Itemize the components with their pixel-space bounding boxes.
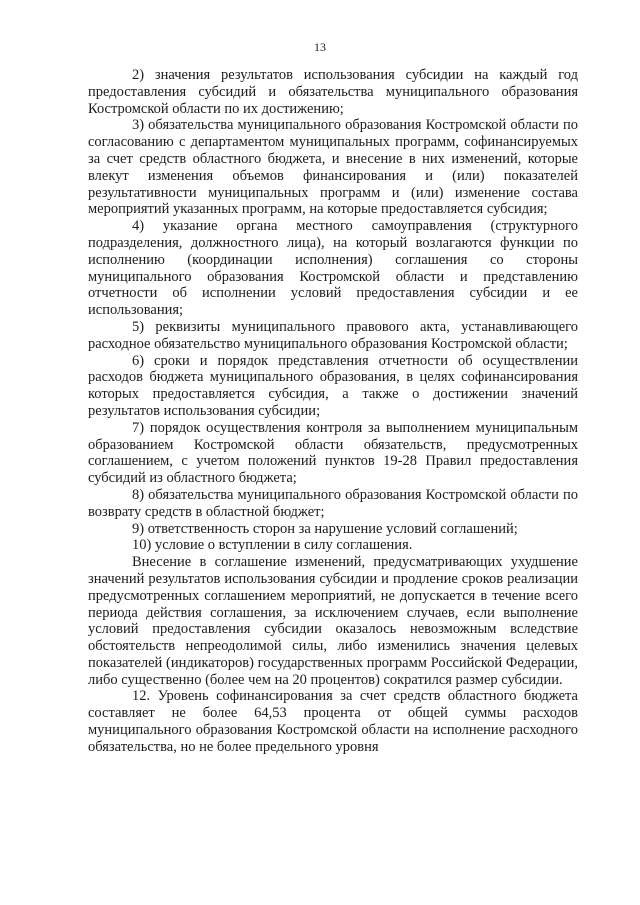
paragraph-item-4: 4) указание органа местного самоуправления (структурного подразделения, должностного лица), на который возлагаются функции по исполнению (координации исполнения) соглашения со стороны муниципального образования Костромской области и представлению отчетности об исполнении условий предоставления субсидии и ее использования; (88, 218, 578, 319)
paragraph-item-3: 3) обязательства муниципального образования Костромской области по согласованию с департаментом муниципальных программ, софинансируемых за счет средств областного бюджета, и внесение в них изменений, которые влекут изменения объемов финансирования и (или) показателей результативности муниципальных программ и (или) изменение состава мероприятий указанных программ, на которые предоставляется субсидия; (88, 117, 578, 218)
paragraph-item-5: 5) реквизиты муниципального правового акта, устанавливающего расходное обязательство муниципального образования Костромской области; (88, 318, 578, 352)
page-number: 13 (314, 40, 326, 54)
paragraph-item-6: 6) сроки и порядок представления отчетности об осуществлении расходов бюджета муниципального образования, в целях софинансирования которых предоставляется субсидия, а также о достижении значений результатов использования субсидии; (88, 352, 578, 419)
paragraph-item-7: 7) порядок осуществления контроля за выполнением муниципальным образованием Костромской области обязательств, предусмотренных соглашением, с учетом положений пунктов 19-28 Правил предоставления субсидий из областного бюджета; (88, 419, 578, 487)
paragraph-clause-12: 12. Уровень софинансирования за счет средств областного бюджета составляет не более 64,53 процента от общей суммы расходов муниципального образования Костромской области на исполнение расходного обязательства, но не более предельного уровня (88, 688, 578, 755)
paragraph-item-9: 9) ответственность сторон за нарушение условий соглашений; (132, 520, 518, 537)
document-body (88, 67, 578, 756)
paragraph-amendments: Внесение в соглашение изменений, предусматривающих ухудшение значений результатов использования субсидии и продление сроков реализации предусмотренных соглашением мероприятий, не допускается в течение всего периода действия соглашения, за исключением случаев, если выполнение условий предоставления субсидии оказалось невозможным вследствие обстоятельств непреодолимой силы, либо изменились значения целевых показателей (индикаторов) государственных программ Российской Федерации, либо существенно (более чем на 20 процентов) сократился размер субсидии. (88, 554, 578, 688)
paragraph-item-8: 8) обязательства муниципального образования Костромской области по возврату средств в областной бюджет; (88, 486, 578, 520)
paragraph-item-10: 10) условие о вступлении в силу соглашения. (132, 537, 413, 554)
paragraph-item-2: 2) значения результатов использования субсидии на каждый год предоставления субсидий и обязательства муниципального образования Костромской области по их достижению; (88, 67, 578, 117)
